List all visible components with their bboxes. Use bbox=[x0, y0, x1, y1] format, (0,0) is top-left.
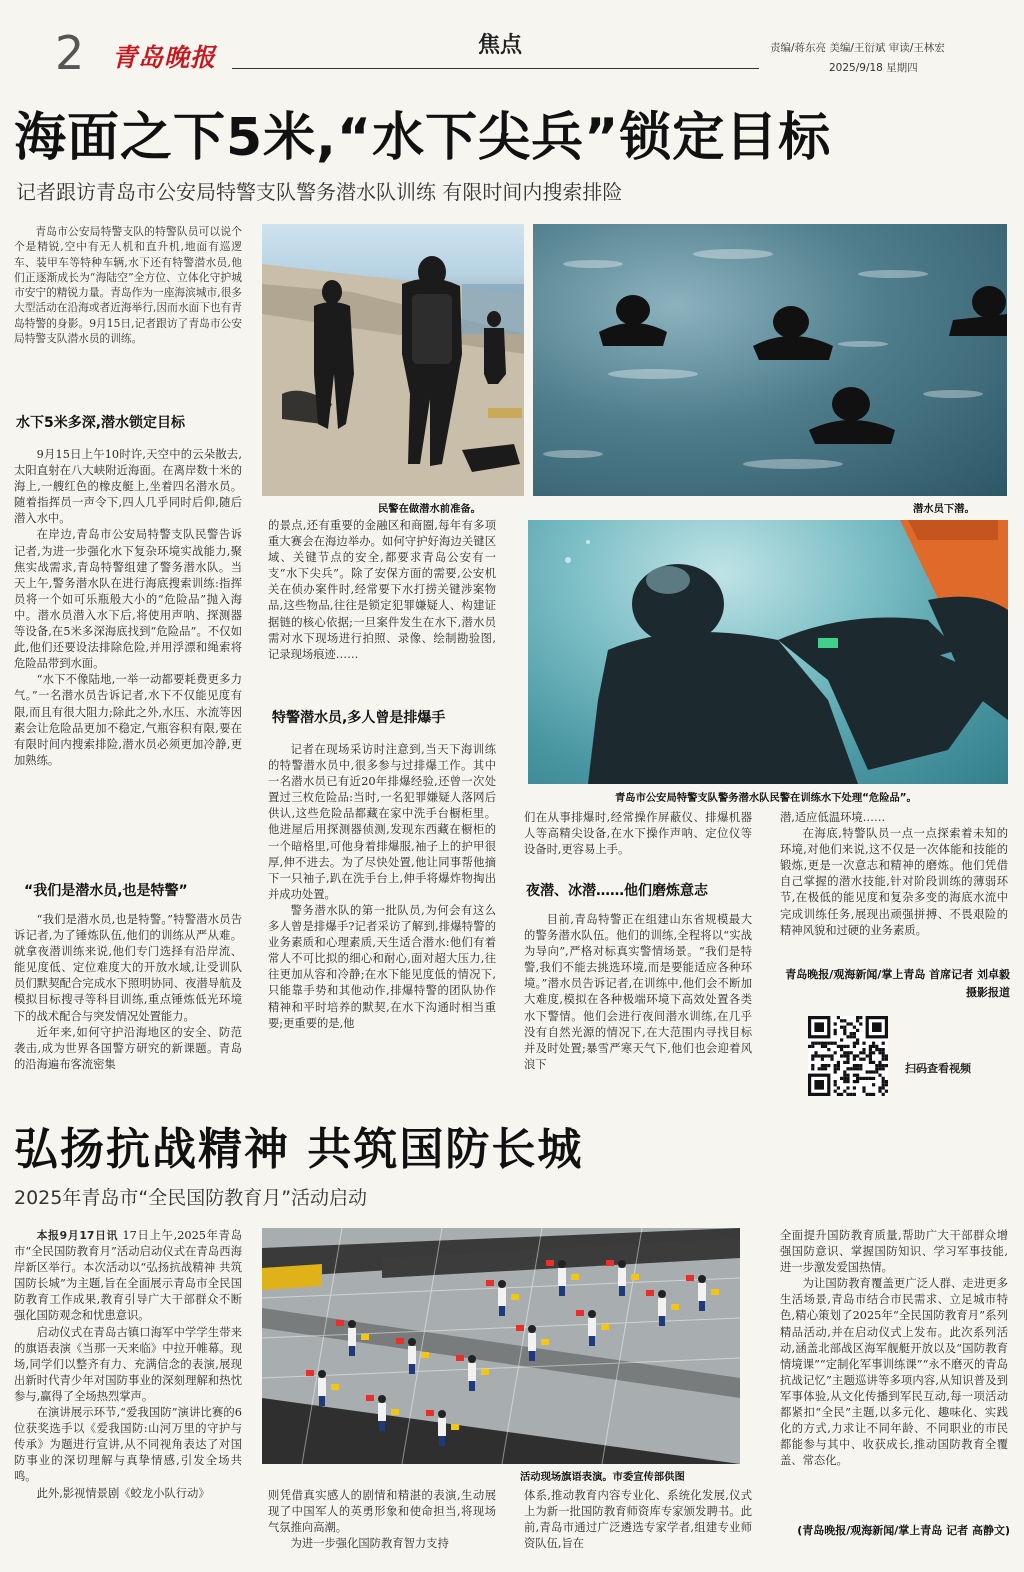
photo-flag-semaphore bbox=[262, 1228, 740, 1464]
qr-code-pattern bbox=[808, 1016, 888, 1096]
story2-col4 bbox=[780, 1228, 1008, 1524]
story1-subheading-3: 特警潜水员,多人曾是排爆手 bbox=[272, 710, 446, 726]
paragraph: 为让国防教育覆盖更广泛人群、走进更多生活场景,青岛市结合市民需求、立足城市特色,精心策划了2025年“全民国防教育月”系列精品活动,并在启动仪式上发布。此次系列活动,涵盖北部战区海军舰艇开放以及“国防教育情境课”“定制化军事训练课”“永不磨灭的青岛抗战记忆”主题巡讲等多项内容,从知识普及到军事体验,从文化传播到军民互动,每一项活动都紧扣“全民”主题,以多元化、趣味化、实践化的方式,力求让不同年龄、不同职业的市民都能参与其中、收获成长,推动国防教育全覆盖、常态化。 bbox=[780, 1277, 1008, 1468]
photo2-art bbox=[533, 224, 1007, 496]
caption-photo3: 青岛市公安局特警支队警务潜水队民警在训练水下处理“危险品”。 bbox=[615, 792, 917, 804]
story1-col4 bbox=[780, 810, 1008, 962]
story1-col1-top bbox=[14, 447, 242, 859]
dateline: 本报9月17日讯 bbox=[36, 1229, 119, 1242]
paragraph: 近年来,如何守护沿海地区的安全、防范袭击,成为世界各国警方研究的新课题。青岛的沿海遍布客流密集 bbox=[14, 1025, 242, 1071]
paragraph: 启动仪式在青岛古镇口海军中学学生带来的旗语表演《当那一天来临》中拉开帷幕。现场,同学们以整齐有力、充满信念的表演,展现出新时代青少年对国防事业的深刻理解和热忱参与,赢得了全场热烈掌声。 bbox=[14, 1325, 242, 1403]
caption-photo4: 活动现场旗语表演。市委宣传部供图 bbox=[520, 1471, 685, 1483]
paragraph: 在演讲展示环节,“爱我国防”演讲比赛的6位获奖选手以《爱我国防:山河万里的守护与传承》为题进行宣讲,从不同视角表达了对国防事业的深切理解与真挚情感,引发全场共鸣。 bbox=[14, 1406, 242, 1484]
paragraph: 的景点,还有重要的金融区和商圈,每年有多项重大赛会在海边举办。如何守护好海边关键区域、关键节点的安全,都要求青岛公安有一支“水下尖兵”。除了安保方面的需要,公安机关在侦办案件时,经常要下水打捞关键涉案物品,这些物品,往往是锁定犯罪嫌疑人、构建证据链的核心依据;一旦案件发生在水下,潜水员需对水下现场进行拍照、录像、绘制勘验图,记录现场痕迹…… bbox=[268, 519, 496, 661]
photo-diver-preparation bbox=[262, 224, 524, 496]
story2-col1 bbox=[14, 1228, 242, 1564]
header-rule bbox=[232, 68, 759, 69]
story2-col2 bbox=[268, 1488, 496, 1568]
page-number: 2 bbox=[55, 26, 85, 80]
story1-col2-top bbox=[268, 518, 496, 690]
paragraph: 则凭借真实感人的剧情和精湛的表演,生动展现了中国军人的英勇形象和使命担当,将现场气氛推向高潮。 bbox=[268, 1489, 496, 1535]
story2-col3 bbox=[524, 1488, 752, 1568]
story1-lead bbox=[14, 224, 242, 392]
story1-headline: 海面之下5米,“水下尖兵”锁定目标 bbox=[14, 108, 832, 168]
paragraph-text: 17日上午,2025年青岛市“全民国防教育月”活动启动仪式在青岛西海岸新区举行。本次活动以“弘扬抗战精神 共筑国防长城”为主题,旨在全面展示青岛市全民国防教育工作成果,教育引导广大干部群众不断强化国防观念和忧患意识。 bbox=[14, 1229, 242, 1323]
paragraph: “水下不像陆地,一举一动都要耗费更多力气。”一名潜水员告诉记者,水下不仅能见度有限,而且有很大阻力;除此之外,水压、水流等因素会让危险品更加不稳定,气瓶容积有限,要在有限时间内搜索排险,潜水员必须更加冷静,更加熟练。 bbox=[14, 673, 242, 767]
paper-logo: 青岛晚报 bbox=[112, 43, 217, 72]
story1-col3-top bbox=[524, 810, 752, 866]
photo1-art bbox=[262, 224, 524, 496]
paragraph: 们在从事排爆时,经常操作屏蔽仪、排爆机器人等高精尖设备,在水下操作声呐、定位仪等设备时,更容易上手。 bbox=[524, 811, 752, 857]
story2-byline: (青岛晚报/观海新闻/掌上青岛 记者 高静文) bbox=[797, 1524, 1010, 1537]
paragraph: 警务潜水队的第一批队员,为何会有这么多人曾是排爆手?记者采访了解到,排爆特警的业务素质和心理素质,天生适合潜水:他们有着常人不可比拟的细心和耐心,面对超大压力,往往更加从容和冷静;在水下能见度低的情况下,只能靠手势和其他动作,排爆特警的团队协作精神和平时培养的默契,在水下沟通时相当重要;更重要的是,他 bbox=[268, 903, 496, 1030]
paragraph: 9月15日上午10时许,天空中的云朵散去,太阳直射在八大峡附近海面。在离岸数十米的海上,一艘红色的橡皮艇上,坐着四名潜水员。随着指挥员一声令下,四人几乎同时后仰,随后潜入水中。 bbox=[14, 448, 242, 526]
paragraph: 体系,推动教育内容专业化、系统化发展,仪式上为新一批国防教育师资库专家颁发聘书。此前,青岛市通过广泛遴选专家学者,组建专业师资队伍,旨在 bbox=[524, 1489, 752, 1551]
photo-underwater-training bbox=[528, 520, 1008, 784]
section-title: 焦点 bbox=[478, 33, 523, 58]
photo3-art bbox=[528, 520, 1008, 784]
story2-headline: 弘扬抗战精神 共筑国防长城 bbox=[14, 1124, 584, 1175]
qr-label: 扫码查看视频 bbox=[905, 1062, 971, 1075]
lead-paragraph: 青岛市公安局特警支队的特警队员可以说个个是精锐,空中有无人机和直升机,地面有巡逻车、装甲车等特种车辆,水下还有特警潜水员,他们正逐渐成长为“海陆空”全方位、立体化守护城市安宁的精锐力量。青岛作为一座海滨城市,很多大型活动在沿海或者近海举行,因而水面下也有青岛特警的身影。9月15日,记者跟访了青岛市公安局特警支队潜水员的训练。 bbox=[14, 225, 242, 346]
story1-subheading-2: “我们是潜水员,也是特警” bbox=[24, 883, 188, 899]
story1-col1-bottom bbox=[14, 912, 242, 1098]
paragraph: 在海底,特警队员一点一点探索着未知的环境,对他们来说,这不仅是一次体能和技能的锻炼,更是一次意志和精神的磨炼。他们凭借自己掌握的潜水技能,针对阶段训练的薄弱环节,在极低的能见度和复杂多变的海底水流中完成训练任务,展现出顽强拼搏、不畏艰险的精神风貌和过硬的业务素质。 bbox=[780, 827, 1008, 937]
story1-subheading-4: 夜潜、冰潜……他们磨炼意志 bbox=[526, 883, 708, 899]
story1-col3-bottom bbox=[524, 912, 752, 1100]
paragraph: 全面提升国防教育质量,帮助广大干部群众增强国防意识、掌握国防知识、学习军事技能,进一步激发爱国热情。 bbox=[780, 1229, 1008, 1275]
caption-photo1: 民警在做潜水前准备。 bbox=[378, 503, 481, 515]
story2-subhead: 2025年青岛市“全民国防教育月”活动启动 bbox=[14, 1187, 368, 1209]
story1-subhead: 记者跟访青岛市公安局特警支队警务潜水队训练 有限时间内搜索排险 bbox=[16, 180, 623, 204]
paragraph: 记者在现场采访时注意到,当天下海训练的特警潜水员中,很多参与过排爆工作。其中一名潜水员已有近20年排爆经验,还曾一次处置过三枚危险品:当时,一名犯罪嫌疑人落网后供认,这些危险品都藏在家中洗手台橱柜里。他进屋后用探测器侦测,发现东西藏在橱柜的一个暗格里,可他身着排爆服,袖子上的护甲很厚,伸不进去。为了尽快处置,他让同事帮他摘下一只袖子,趴在洗手台上,伸手将爆炸物掏出并成功处置。 bbox=[268, 743, 496, 901]
story1-byline: 青岛晚报/观海新闻/掌上青岛 首席记者 刘卓毅 摄影报道 bbox=[785, 968, 1010, 999]
paragraph: 此外,影视情景剧《蛟龙小队行动》 bbox=[36, 1486, 210, 1500]
paragraph bbox=[14, 1228, 242, 1325]
paragraph: 在岸边,青岛市公安局特警支队民警告诉记者,为进一步强化水下复杂环境实战能力,聚焦实战需求,青岛特警组建了警务潜水队。当天上午,警务潜水队在进行海底搜索训练:指挥员将一个如可乐瓶般大小的“危险品”抛入海中。潜水员潜入水下后,将使用声呐、探测器等设备,在5米多深海底找到“危险品”。不仅如此,他们还要设法排除危险,并用浮漂和绳索将危险品带到水面。 bbox=[14, 528, 242, 671]
photo4-art bbox=[262, 1228, 740, 1464]
story1-subheading-1: 水下5米多深,潜水锁定目标 bbox=[16, 415, 186, 431]
paragraph: 潜,适应低温环境…… bbox=[780, 811, 886, 824]
issue-date: 2025/9/18 星期四 bbox=[829, 62, 918, 74]
editor-credits: 责编/蒋东亮 美编/王衍斌 审读/王林宏 bbox=[770, 42, 945, 54]
paragraph: “我们是潜水员,也是特警。”特警潜水员告诉记者,为了锤炼队伍,他们的训练从严从难。就拿夜潜训练来说,他们专门选择有沿岸流、能见度低、定位难度大的开放水域,让受训队员们默契配合完成水下照明协同、夜潜导航及模拟目标搜寻等科目训练,重点锤炼低光环境下的战术配合与突发情况处置能力。 bbox=[14, 913, 242, 1023]
paragraph: 目前,青岛特警正在组建山东省规模最大的警务潜水队伍。他们的训练,全程将以“实战为导向”,严格对标真实警情场景。“我们是特警,我们不能去挑选环境,而是要能适应各种环境。”潜水员告诉记者,在训练中,他们会不断加大难度,模拟在各种极端环境下高效处置各类水下警情。他们会进行夜间潜水训练,在几乎没有自然光源的情况下,在大范围内寻找目标并及时处置;暴雪严寒天气下,他们也会迎着风浪下 bbox=[524, 913, 752, 1071]
story1-col2-bottom bbox=[268, 742, 496, 1100]
caption-photo2: 潜水员下潜。 bbox=[913, 503, 975, 515]
paragraph: 为进一步强化国防教育智力支持 bbox=[290, 1537, 449, 1551]
qr-code[interactable] bbox=[808, 1016, 888, 1096]
photo-divers-submerging bbox=[533, 224, 1007, 496]
